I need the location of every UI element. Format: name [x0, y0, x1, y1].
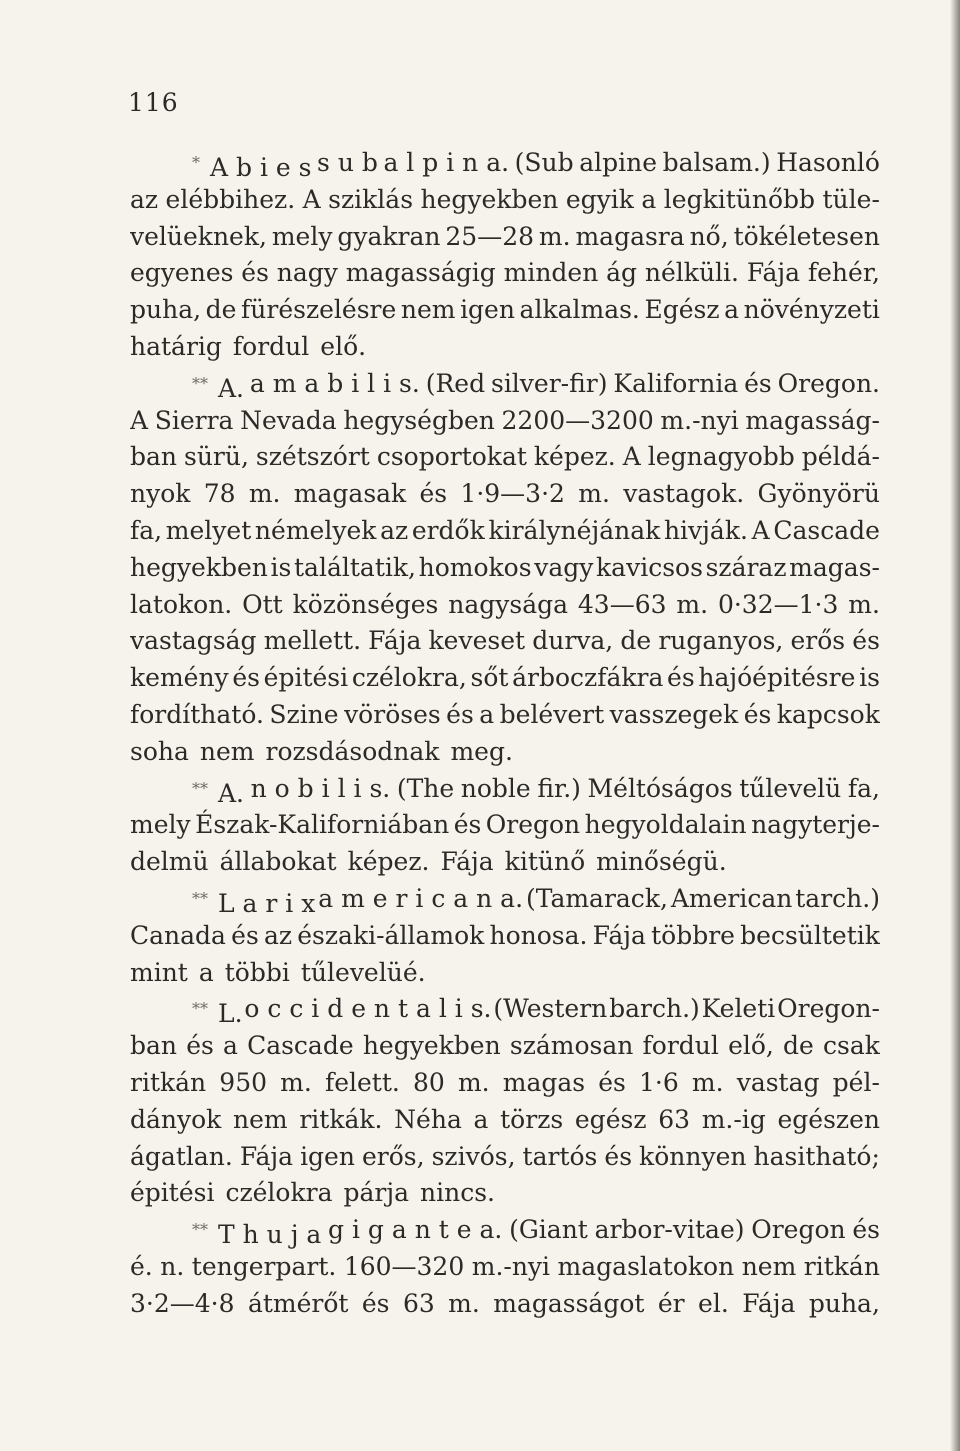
word: és — [667, 663, 695, 693]
word: nyok — [130, 479, 191, 509]
word: és — [419, 479, 448, 509]
word: m. — [676, 589, 709, 619]
word: tökéletesen — [733, 221, 880, 251]
word: párja — [343, 1178, 410, 1208]
word: 80 — [412, 1067, 445, 1097]
word: latokon. — [130, 589, 233, 619]
word: és — [446, 699, 474, 729]
word: Néha — [394, 1104, 462, 1134]
word: Keleti — [701, 994, 776, 1024]
body-text — [130, 145, 880, 1323]
word: 1·6 — [639, 1067, 679, 1097]
word: kemény — [130, 663, 229, 693]
text-line — [130, 955, 880, 992]
text-line — [130, 329, 880, 366]
word: találtatik, — [294, 552, 416, 582]
word: nincs. — [420, 1178, 495, 1208]
word: soha — [130, 736, 189, 766]
word: s u b — [317, 148, 378, 177]
word: durva, — [532, 626, 614, 656]
marked-word — [192, 145, 311, 182]
word: épitési — [263, 663, 349, 693]
word: vastagság — [130, 626, 257, 656]
text-line — [130, 550, 880, 587]
word: Hasonló — [776, 148, 880, 177]
word: 2200—3200 — [501, 405, 654, 435]
word: tüle- — [822, 184, 880, 214]
word: könnyen — [639, 1141, 747, 1171]
word: (Sub — [514, 148, 574, 177]
text-line — [130, 513, 880, 550]
word: elő. — [320, 331, 367, 361]
word: és — [232, 663, 260, 693]
word: a — [724, 295, 740, 325]
word: A. — [218, 778, 245, 808]
word: 1·9—3·2 — [460, 479, 565, 509]
word: ritkán — [803, 1251, 880, 1281]
text-line — [130, 660, 880, 697]
word: de — [783, 1031, 814, 1061]
text-line — [130, 697, 880, 734]
word: m. — [691, 1067, 724, 1097]
text-line — [130, 439, 880, 476]
word: fehér, — [807, 258, 880, 288]
word: 63 — [658, 1104, 690, 1134]
word: a — [473, 1104, 489, 1134]
asterisk-marker: ** — [192, 778, 208, 798]
word: Kalifornia — [613, 368, 739, 398]
marked-word — [192, 771, 244, 808]
word: és — [361, 1288, 390, 1318]
word: és — [852, 1215, 880, 1245]
word: ritkák. — [299, 1104, 383, 1134]
word: nő, — [689, 221, 729, 251]
word: m. — [578, 479, 610, 509]
word: 25—28 — [445, 221, 535, 251]
word: gyakran — [337, 221, 441, 251]
word: A — [622, 442, 641, 472]
word: egész — [574, 1104, 647, 1134]
word: tartós — [522, 1141, 598, 1171]
word: és — [598, 1067, 626, 1097]
word: A — [751, 515, 770, 545]
word: nélküli. — [644, 258, 739, 288]
word: kitünő — [504, 847, 586, 877]
word: törzs — [500, 1104, 564, 1134]
word: a — [198, 957, 214, 987]
word: hasitható; — [753, 1141, 880, 1171]
word: dányok — [130, 1104, 222, 1134]
word: o c c i d e n t a l i s. — [244, 994, 492, 1024]
word: szétszórt — [255, 442, 370, 472]
word: minőségü. — [596, 847, 727, 877]
word: mely — [271, 221, 333, 251]
word: hegyekben — [362, 1031, 501, 1061]
word: magas — [502, 1067, 586, 1097]
word: hegységben — [343, 405, 495, 435]
word: tengerpart. — [191, 1251, 337, 1281]
word: ruganyos, — [658, 626, 784, 656]
word: de — [205, 295, 237, 325]
word: kapcsok — [776, 699, 880, 729]
word: nagyterje- — [751, 810, 880, 840]
word: nem — [199, 736, 255, 766]
word: hegyoldalain — [584, 810, 747, 840]
word: Nevada — [240, 405, 337, 435]
word: a m e r i c a n a. — [318, 883, 524, 913]
word: a — [641, 184, 657, 214]
word: el. — [698, 1288, 729, 1318]
word: közönséges — [292, 589, 439, 619]
word: Szine — [269, 699, 339, 729]
word: többi — [224, 957, 290, 987]
word: rozsdásodnak — [265, 736, 440, 766]
marked-word — [192, 366, 244, 403]
word: m. — [457, 1067, 490, 1097]
word: legnagyobb — [647, 442, 795, 472]
text-line — [130, 1175, 880, 1212]
word: A. — [218, 373, 245, 403]
word: nem — [233, 1104, 288, 1134]
word: g i g a n t e a. — [328, 1215, 503, 1245]
word: tűlevelü — [739, 773, 842, 803]
word: 160—320 — [343, 1251, 465, 1281]
word: Fája — [742, 1288, 796, 1318]
word: hegyekben — [130, 552, 268, 582]
word: m. — [280, 1067, 312, 1097]
word: sziklás — [328, 184, 414, 214]
word: Ott — [242, 589, 283, 619]
word: alpine — [579, 148, 657, 177]
word: képez. — [533, 442, 616, 472]
word: igen — [300, 1141, 355, 1171]
word: a — [479, 699, 495, 729]
page-number: 116 — [128, 88, 179, 117]
word: sőt — [470, 663, 509, 693]
word: és — [231, 920, 259, 950]
word: is — [270, 552, 292, 582]
word: Méltóságos — [587, 773, 733, 803]
asterisk-marker: ** — [192, 999, 208, 1019]
word: fordul — [232, 331, 310, 361]
word: minden — [503, 258, 599, 288]
word: nem — [741, 1251, 797, 1281]
page-edge-shadow — [950, 0, 960, 1451]
word: Fája — [440, 847, 494, 877]
word: puha, — [808, 1288, 880, 1318]
word: vasszegek — [609, 699, 739, 729]
word: Oregon — [485, 810, 581, 840]
word: alkalmas. — [519, 295, 640, 325]
text-line — [130, 807, 880, 844]
word: L. — [218, 999, 243, 1029]
word: egyik — [565, 184, 634, 214]
word: arbor-vitae) — [594, 1215, 745, 1245]
word: fordul — [642, 1031, 719, 1061]
word: többre — [651, 920, 735, 950]
word: a l p i n a. — [383, 148, 510, 177]
word: Észak-Kaliforniában — [195, 810, 450, 840]
asterisk-marker: ** — [192, 373, 208, 393]
text-line — [130, 1028, 880, 1065]
word: n. — [160, 1251, 185, 1281]
word: északi-államok — [297, 920, 485, 950]
word: m. — [538, 221, 571, 251]
word: elébbihez. — [165, 184, 296, 214]
word: kavicsos — [596, 552, 703, 582]
word: Oregon — [751, 1215, 846, 1245]
word: erős — [790, 626, 846, 656]
word: meg. — [450, 736, 513, 766]
word: homokos — [418, 552, 532, 582]
word: vastagok. — [623, 479, 745, 509]
word: az — [130, 184, 159, 214]
word: A b i e s — [210, 153, 312, 182]
word: L a r i x — [218, 888, 316, 918]
word: egyenes — [130, 258, 234, 288]
word: és — [743, 699, 772, 729]
word: A — [130, 405, 149, 435]
word: és — [604, 1141, 633, 1171]
marked-word — [192, 881, 315, 918]
word: noble — [460, 773, 531, 803]
word: (Giant — [509, 1215, 588, 1245]
word: csak — [823, 1031, 880, 1061]
word: vastag — [736, 1067, 820, 1097]
text-line — [130, 771, 880, 808]
word: 0·32—1·3 — [717, 589, 839, 619]
word: az — [380, 515, 409, 545]
text-line — [130, 623, 880, 660]
word: melyet — [165, 515, 252, 545]
word: felett. — [324, 1067, 400, 1097]
text-line — [130, 255, 880, 292]
word: némelyek — [254, 515, 377, 545]
text-line — [130, 366, 880, 403]
word: hivják. — [663, 515, 748, 545]
word: vöröses — [344, 699, 441, 729]
word: m. — [848, 589, 880, 619]
text-line — [130, 1065, 880, 1102]
word: Oregon. — [777, 368, 880, 398]
text-line — [130, 182, 880, 219]
word: magasak — [293, 479, 407, 509]
text-line — [130, 403, 880, 440]
word: és — [453, 810, 482, 840]
text-line — [130, 1212, 880, 1249]
word: számosan — [509, 1031, 634, 1061]
word: 950 — [219, 1067, 268, 1097]
word: mely — [130, 810, 191, 840]
word: legkitünőbb — [663, 184, 816, 214]
word: Canada — [130, 920, 226, 950]
asterisk-marker: ** — [192, 888, 208, 908]
word: becsültetik — [740, 920, 880, 950]
word: A — [302, 184, 321, 214]
word: és — [186, 1031, 214, 1061]
text-line — [130, 1139, 880, 1176]
word: keveset — [428, 626, 526, 656]
word: a m a b i l i s. — [249, 368, 420, 398]
word: 43—63 — [577, 589, 667, 619]
word: (Red — [425, 368, 486, 398]
word: tűlevelüé. — [300, 957, 426, 987]
text-line — [130, 1102, 880, 1139]
word: erdők — [411, 515, 485, 545]
word: ritkán — [130, 1067, 207, 1097]
word: é. — [130, 1251, 153, 1281]
word: ág — [606, 258, 638, 288]
word: Cascade — [773, 515, 880, 545]
word: n o b i l i s. — [250, 773, 391, 803]
word: fa, — [847, 773, 880, 803]
text-line — [130, 219, 880, 256]
word: és — [744, 368, 772, 398]
word: mint — [130, 957, 188, 987]
word: (The — [396, 773, 455, 803]
word: Fája — [368, 626, 422, 656]
word: Fája — [746, 258, 801, 288]
word: igen — [460, 295, 515, 325]
marked-word — [192, 1212, 321, 1249]
word: silver-fir) — [490, 368, 608, 398]
word: magas- — [789, 552, 880, 582]
word: Sierra — [154, 405, 234, 435]
word: magasság- — [745, 405, 880, 435]
word: a — [222, 1031, 238, 1061]
text-line — [130, 476, 880, 513]
word: fir.) — [537, 773, 581, 803]
word: Gyönyörü — [757, 479, 880, 509]
word: magasságig — [345, 258, 496, 288]
word: egészen — [777, 1104, 880, 1134]
word: nem — [400, 295, 456, 325]
word: Oregon- — [777, 994, 880, 1024]
word: Fája — [592, 920, 646, 950]
word: épitési — [130, 1178, 215, 1208]
word: Cascade — [247, 1031, 354, 1061]
word: az — [263, 920, 293, 950]
word: csoportokat — [376, 442, 527, 472]
word: barch.) — [609, 994, 700, 1024]
word: (Tamarack, — [525, 883, 668, 913]
word: sürü, — [184, 442, 249, 472]
marked-word — [192, 991, 243, 1028]
word: elő, — [728, 1031, 774, 1061]
text-line — [130, 991, 880, 1028]
word: fürészelésre — [241, 295, 397, 325]
word: m.-nyi — [660, 405, 739, 435]
word: magasságot — [493, 1288, 645, 1318]
word: nagy — [276, 258, 338, 288]
word: hajóépitésre — [698, 663, 856, 693]
word: ér — [657, 1288, 685, 1318]
asterisk-marker: * — [192, 153, 200, 172]
word: m. — [448, 1288, 480, 1318]
asterisk-marker: ** — [192, 1220, 208, 1240]
word: honosa. — [489, 920, 588, 950]
word: delmü — [130, 847, 209, 877]
text-line — [130, 881, 880, 918]
word: 3·2—4·8 — [130, 1288, 235, 1318]
text-line — [130, 1249, 880, 1286]
text-line — [130, 918, 880, 955]
word: határig — [130, 331, 222, 361]
text-line — [130, 1286, 880, 1323]
text-line — [130, 292, 880, 329]
word: 63 — [402, 1288, 435, 1318]
word: puha, — [130, 295, 202, 325]
word: szivós, — [431, 1141, 516, 1171]
word: száraz — [705, 552, 787, 582]
word: átmérőt — [247, 1288, 349, 1318]
word: tarch.) — [795, 883, 880, 913]
word: árboczfákra — [512, 663, 664, 693]
word: képez. — [347, 847, 430, 877]
word: velüeknek, — [130, 221, 267, 251]
word: (Western — [493, 994, 608, 1024]
word: m.-ig — [701, 1104, 766, 1134]
word: növényzeti — [743, 295, 880, 325]
text-line — [130, 587, 880, 624]
word: ban — [130, 442, 178, 472]
word: királynéjának — [488, 515, 661, 545]
word: balsam.) — [662, 148, 771, 177]
word: magaslatokon — [557, 1251, 735, 1281]
word: fordítható. — [130, 699, 264, 729]
word: és — [241, 258, 269, 288]
word: 78 — [203, 479, 236, 509]
word: czélokra — [225, 1178, 333, 1208]
word: is — [859, 663, 880, 693]
word: erős, — [361, 1141, 425, 1171]
word: czélokra, — [351, 663, 467, 693]
word: és — [852, 626, 880, 656]
word: állabokat — [219, 847, 337, 877]
word: ban — [130, 1031, 178, 1061]
word: magasra — [575, 221, 685, 251]
text-line — [130, 145, 880, 182]
word: Fája — [239, 1141, 294, 1171]
word: pél- — [832, 1067, 880, 1097]
word: nagysága — [448, 589, 569, 619]
word: m.-nyi — [471, 1251, 551, 1281]
text-line — [130, 844, 880, 881]
text-line — [130, 734, 880, 771]
word: vagy — [534, 552, 594, 582]
word: hegyekben — [420, 184, 559, 214]
word: példá- — [801, 442, 880, 472]
word: fa, — [130, 515, 163, 545]
word: Egész — [644, 295, 720, 325]
word: T h u j a — [218, 1220, 322, 1249]
word: de — [620, 626, 652, 656]
word: American — [670, 883, 793, 913]
word: m. — [248, 479, 281, 509]
word: belévert — [499, 699, 605, 729]
word: ágatlan. — [130, 1141, 233, 1171]
word: mellett. — [263, 626, 362, 656]
